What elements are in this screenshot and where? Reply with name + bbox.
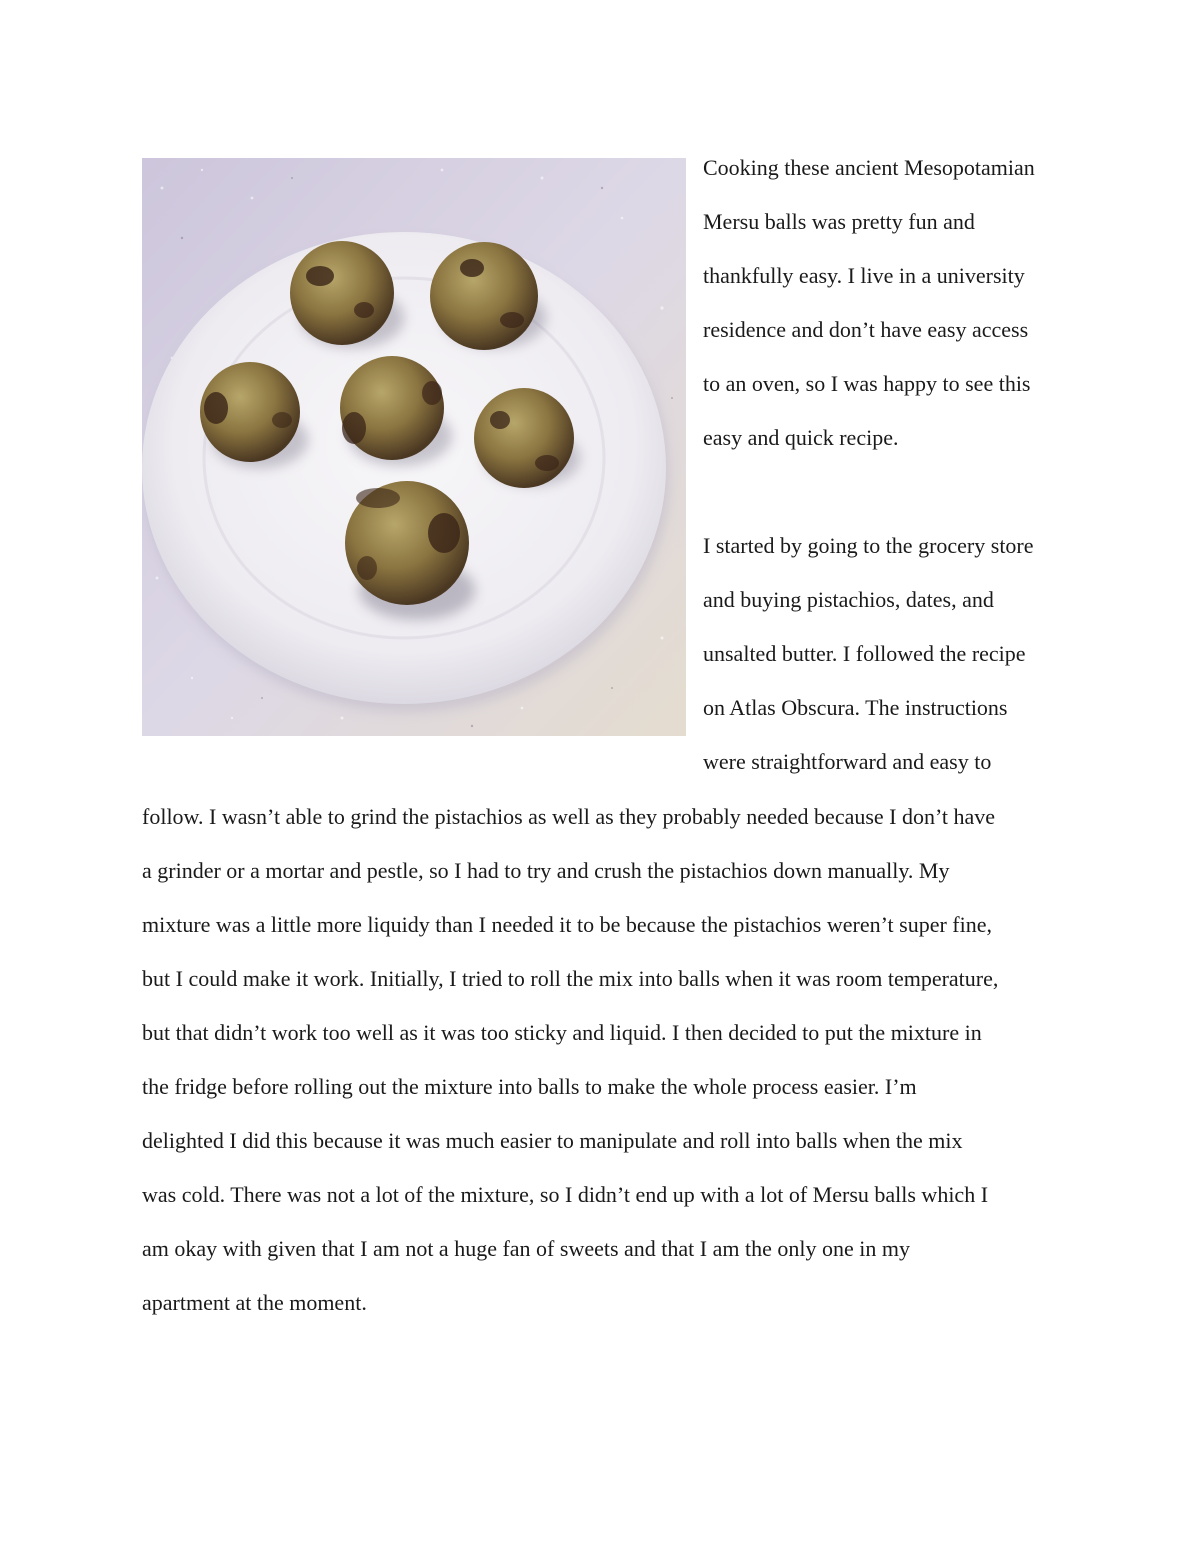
mersu-balls-photo — [142, 158, 686, 736]
paragraph-1-line: Cooking these ancient Mesopotamian — [703, 155, 1035, 180]
paragraph-1-line: residence and don’t have easy access — [703, 317, 1029, 342]
paragraph-2-line: and buying pistachios, dates, and — [703, 587, 994, 612]
paragraph-2-line: am okay with given that I am not a huge fan of sweets and that I am the only one in my — [142, 1236, 910, 1261]
paragraph-1-line: to an oven, so I was happy to see this — [703, 371, 1031, 396]
paragraph-2-line: but I could make it work. Initially, I tried to roll the mix into balls when it was room temperature, — [142, 966, 999, 991]
side-column-text — [703, 141, 1075, 789]
paragraph-gap — [703, 465, 1075, 519]
paragraph-2-line: the fridge before rolling out the mixture into balls to make the whole process easier. I’m — [142, 1074, 917, 1099]
paragraph-2-line: follow. I wasn’t able to grind the pistachios as well as they probably needed because I don’t have — [142, 804, 996, 829]
paragraph-2-line: delighted I did this because it was much easier to manipulate and roll into balls when the mix — [142, 1128, 963, 1153]
paragraph-2-line: was cold. There was not a lot of the mixture, so I didn’t end up with a lot of Mersu balls which I — [142, 1182, 989, 1207]
paragraph-2-line: unsalted butter. I followed the recipe — [703, 641, 1026, 666]
paragraph-2-line: were straightforward and easy to — [703, 749, 992, 774]
paragraph-2-line: mixture was a little more liquidy than I needed it to be because the pistachios weren’t super fine, — [142, 912, 992, 937]
paragraph-1-line: easy and quick recipe. — [703, 425, 899, 450]
paragraph-2-line: apartment at the moment. — [142, 1290, 367, 1315]
mersu-balls-on-plate-icon — [142, 158, 686, 736]
paragraph-2-line: I started by going to the grocery store — [703, 533, 1034, 558]
paragraph-1-line: Mersu balls was pretty fun and — [703, 209, 975, 234]
paragraph-2-line: a grinder or a mortar and pestle, so I had to try and crush the pistachios down manually. My — [142, 858, 950, 883]
paragraph-2-line: but that didn’t work too well as it was too sticky and liquid. I then decided to put the mixture in — [142, 1020, 982, 1045]
paragraph-2-line: on Atlas Obscura. The instructions — [703, 695, 1008, 720]
full-width-text — [142, 790, 1072, 1330]
paragraph-1-line: thankfully easy. I live in a university — [703, 263, 1025, 288]
